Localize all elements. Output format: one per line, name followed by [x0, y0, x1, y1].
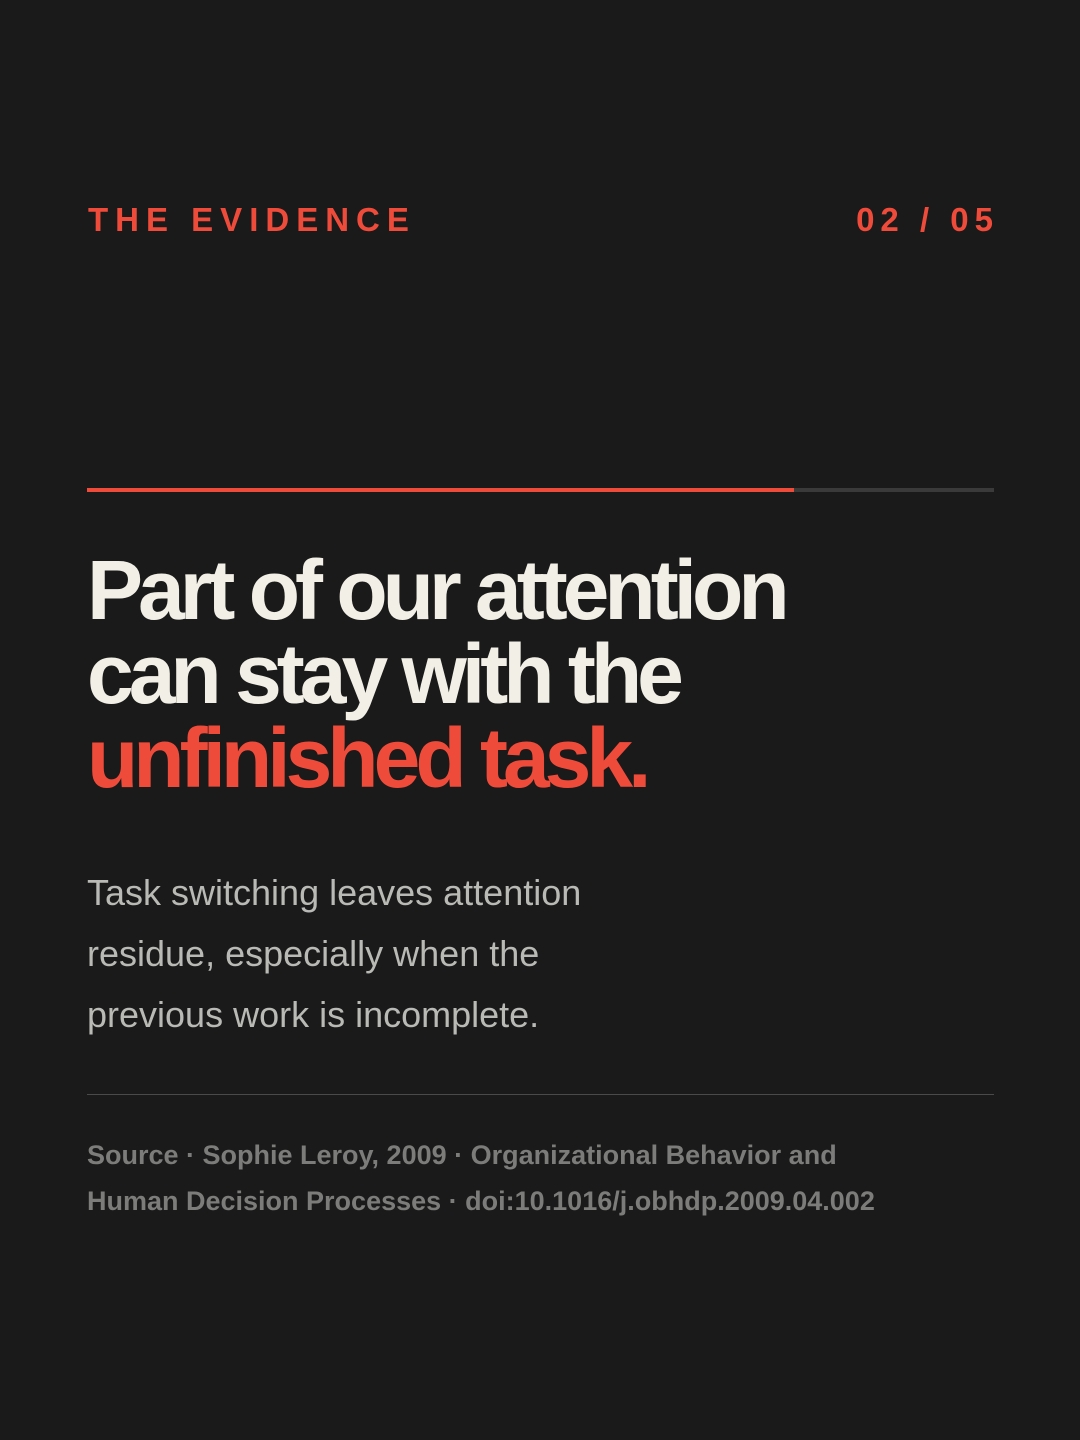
source-citation	[87, 1132, 1007, 1224]
body-line: residue, especially when the	[87, 933, 540, 974]
progress-bar	[87, 488, 994, 492]
body-text	[87, 862, 727, 1045]
body-line: previous work is incomplete.	[87, 994, 540, 1035]
headline-line: can stay with the	[87, 627, 679, 721]
divider	[87, 1094, 994, 1095]
headline	[87, 543, 1017, 805]
headline-line: Part of our attention	[87, 543, 785, 637]
source-line: Human Decision Processes · doi:10.1016/j.obhdp.2009.04.002	[87, 1186, 875, 1216]
body-line: Task switching leaves attention	[87, 872, 582, 913]
section-label: THE EVIDENCE	[88, 201, 416, 238]
header	[88, 200, 999, 240]
page-counter: 02 / 05	[856, 201, 999, 238]
progress-fill	[87, 488, 794, 492]
headline-accent: unfinished task.	[87, 711, 647, 805]
source-line: Source · Sophie Leroy, 2009 · Organizational Behavior and	[87, 1140, 837, 1170]
